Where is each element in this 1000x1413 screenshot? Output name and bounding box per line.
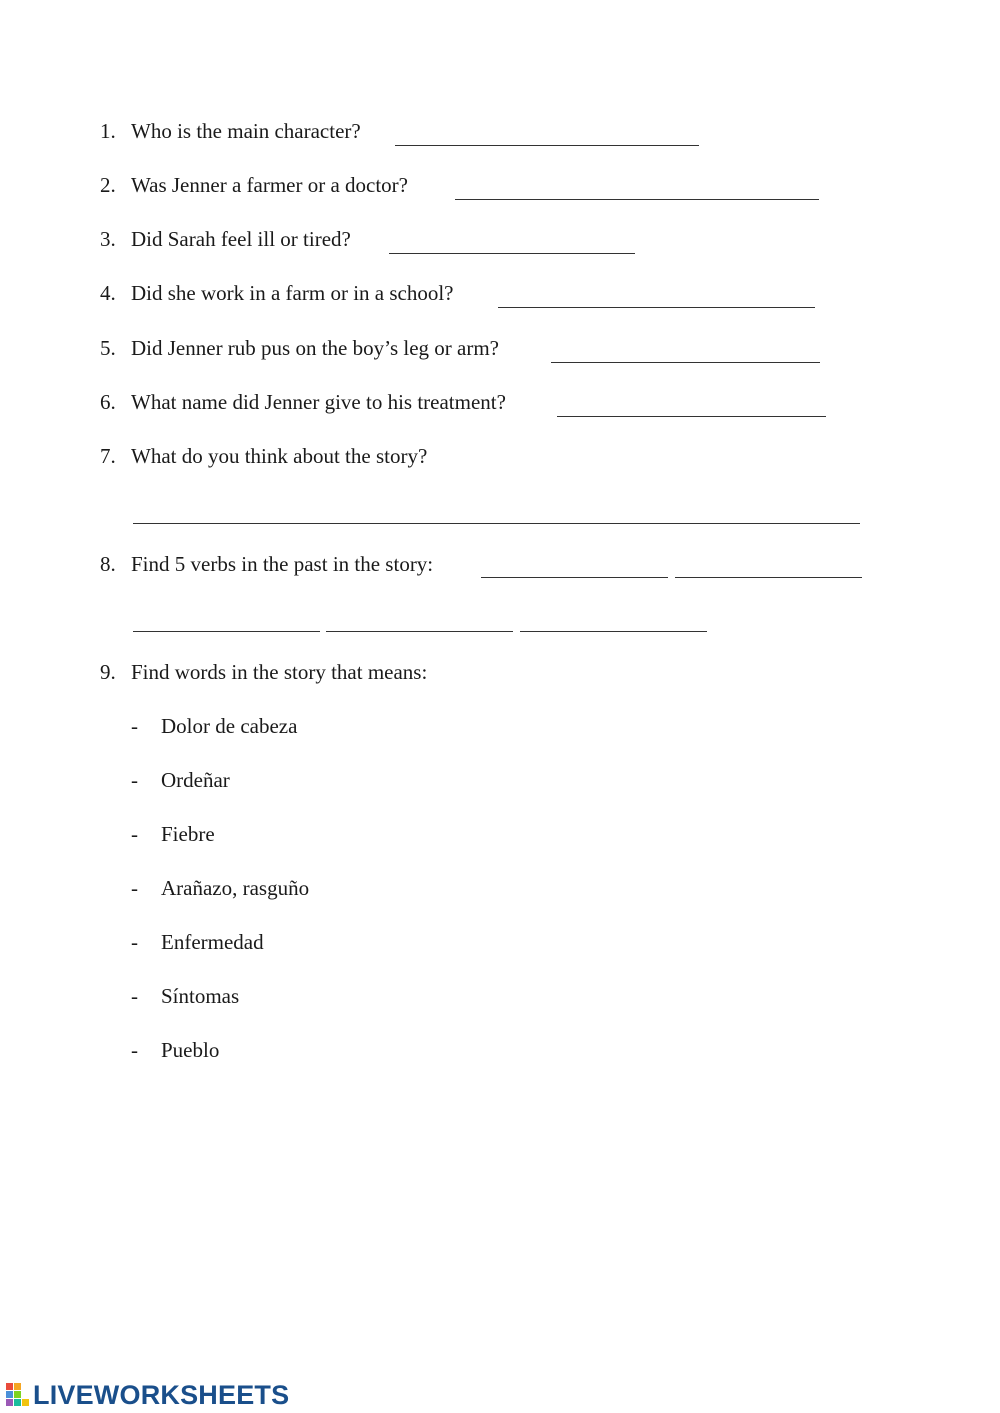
vocab-word: Pueblo — [161, 1038, 220, 1062]
question-number: 3. — [100, 227, 116, 251]
answer-blank-3[interactable] — [389, 253, 635, 254]
bullet-dash: - — [131, 1038, 138, 1062]
vocab-word: Enfermedad — [161, 930, 264, 954]
answer-blank-6[interactable] — [557, 416, 826, 417]
question-text: Did she work in a farm or in a school? — [131, 281, 454, 305]
answer-blank-7[interactable] — [133, 523, 860, 524]
vocab-word: Síntomas — [161, 984, 240, 1008]
vocab-word: Dolor de cabeza — [161, 714, 298, 738]
question-number: 1. — [100, 119, 116, 143]
question-text: Find words in the story that means: — [131, 660, 428, 684]
question-text: Was Jenner a farmer or a doctor? — [131, 173, 408, 197]
verb-blank-3[interactable] — [133, 631, 320, 632]
question-number: 4. — [100, 281, 116, 305]
answer-blank-5[interactable] — [551, 362, 820, 363]
logo-blocks-icon — [5, 1382, 31, 1408]
bullet-dash: - — [131, 714, 138, 738]
liveworksheets-logo[interactable] — [5, 1380, 289, 1410]
question-text: What do you think about the story? — [131, 444, 428, 468]
question-text: Did Jenner rub pus on the boy’s leg or arm? — [131, 336, 500, 360]
logo-text: LIVEWORKSHEETS — [33, 1379, 290, 1410]
question-number: 2. — [100, 173, 116, 197]
bullet-dash: - — [131, 876, 138, 900]
vocab-word: Ordeñar — [161, 768, 230, 792]
answer-blank-1[interactable] — [395, 145, 699, 146]
verb-blank-4[interactable] — [326, 631, 513, 632]
verb-blank-1[interactable] — [481, 577, 668, 578]
bullet-dash: - — [131, 768, 138, 792]
bullet-dash: - — [131, 930, 138, 954]
question-text: Find 5 verbs in the past in the story: — [131, 552, 434, 576]
answer-blank-4[interactable] — [498, 307, 815, 308]
vocab-word: Arañazo, rasguño — [161, 876, 310, 900]
bullet-dash: - — [131, 984, 138, 1008]
question-number: 5. — [100, 336, 116, 360]
vocab-word: Fiebre — [161, 822, 215, 846]
question-number: 7. — [100, 444, 116, 468]
verb-blank-2[interactable] — [675, 577, 862, 578]
bullet-dash: - — [131, 822, 138, 846]
question-number: 9. — [100, 660, 116, 684]
question-number: 8. — [100, 552, 116, 576]
answer-blank-2[interactable] — [455, 199, 819, 200]
question-number: 6. — [100, 390, 116, 414]
question-text: Did Sarah feel ill or tired? — [131, 227, 351, 251]
question-text: Who is the main character? — [131, 119, 361, 143]
verb-blank-5[interactable] — [520, 631, 707, 632]
question-text: What name did Jenner give to his treatment? — [131, 390, 506, 414]
